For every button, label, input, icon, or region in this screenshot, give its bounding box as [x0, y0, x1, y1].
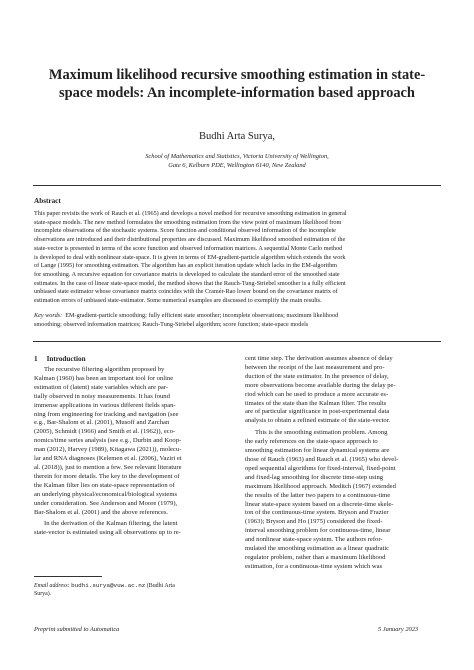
body-line: (1963); Bryson and Ho (1975) considered the fixed- [245, 518, 383, 526]
body-line: and nonlinear state-space system. The authors refor- [245, 536, 383, 544]
body-line: In the derivation of the Kalman filtering, the latent [44, 520, 178, 528]
abstract-line: estimation errors of unbiased state-estimator. Some numerical examples are discussed to exemplify the main results. [34, 297, 322, 305]
body-line: Kalman (1960) has been an important tool for online [34, 374, 174, 382]
footnote-line [34, 582, 175, 590]
footnote-label: Email address: [34, 583, 70, 589]
section-number: 1 [34, 355, 38, 363]
body-line: nomics/time series analysis (see e.g., Durbin and Koop- [34, 437, 182, 445]
paper-title [30, 66, 444, 102]
author-name: Budhi Arta Surya, [198, 131, 276, 142]
abstract-line: This paper revisits the work of Rauch et al. (1965) and develops a novel method for recursive smoothing estimation in general [34, 210, 347, 217]
abstract-line: of Lange (1995) for smoothing estimation. The algorithm has an explicit iteration update which lacks in the EM-algorithm [34, 262, 337, 270]
body-line: smoothing estimation for linear dynamical systems are [245, 447, 390, 455]
body-line: (2005), Schmidt (1966) and Smith et al. (1962)), eco- [34, 428, 176, 436]
left-column [34, 366, 234, 538]
body-line: Bar-Shalom et al. (2001) and the above references. [34, 508, 169, 516]
abstract-top-rule [33, 185, 441, 186]
abstract-line: estimates. In the case of linear state-space model, the method shows that the Rauch-Tung-Striebel smoother is a fully efficient [34, 279, 346, 287]
body-line: the Kalman filter lies on state-space representation of [34, 481, 175, 489]
affiliation-line: Gate 6, Kelburn PDE, Wellington 6140, New Zealand [168, 161, 306, 169]
body-line: mulated the smoothing estimation as a linear quadratic [245, 545, 390, 553]
body-line: al. (2018)), just to mention a few. See relevant literature [34, 463, 182, 471]
abstract-line: state-vector is presented in terms of the score function and observed information matrices. A sequential Monte Carlo method [34, 244, 343, 252]
keywords [34, 312, 441, 329]
abstract-body [34, 210, 441, 306]
body-line: riod which can be used to produce a more accurate es- [245, 390, 389, 398]
body-line: The recursive filtering algorithm proposed by [44, 366, 165, 373]
affiliation-line: School of Mathematics and Statistics, Victoria University of Wellington, [145, 153, 329, 160]
body-line: duction of the state estimator. In the presence of delay, [245, 372, 389, 380]
body-line: cent time step. The derivation assumes absence of delay [245, 355, 393, 362]
body-line: e.g., Bar-Shalom et al. (2001), Musoff and Zarchan [34, 419, 170, 427]
date: 5 January 2023 [378, 626, 419, 633]
title-line: Maximum likelihood recursive smoothing estimation in state- [48, 67, 426, 83]
body-line: therein for more details. The key to the development of [34, 472, 180, 480]
body-line: estimation of (latent) state variables which are par- [34, 383, 169, 391]
footnote [34, 582, 175, 599]
body-line: those of Rauch (1963) and Rauch et al. (1965) who devel- [245, 455, 399, 463]
abstract-line: state-space models. The new method formulates the smoothing estimation from the view point of maximum likelihood from [34, 218, 342, 226]
footnote-rule [34, 576, 102, 577]
abstract-line: is developed to deal with nonlinear state-space. It is given in terms of EM-gradient-particle algorithm which extends the work [34, 253, 346, 261]
body-line: immense applications in various different fields span- [34, 401, 176, 409]
body-line: the results of the latter two papers to a continuous-time [245, 491, 391, 499]
section-title: Introduction [46, 355, 86, 363]
body-line: tially observed in noisy measurements. It has found [34, 392, 170, 400]
body-line: between the receipt of the last measurement and pro- [245, 363, 385, 371]
body-line: regulator problem, rather than a maximum likelihood [245, 553, 386, 561]
keywords-line: smoothing; observed information matrices; Rauch-Tung-Striebel algorithm; score function; state-space models [34, 320, 309, 328]
body-line: state-vector is estimated using all observations up to re- [34, 529, 181, 537]
body-line: estimation, for a continuous-time system which was [245, 562, 383, 570]
keywords-label: Key words: [34, 312, 63, 319]
body-line: ning from engineering for tracking and navigation (see [34, 410, 179, 418]
right-column [245, 355, 442, 572]
body-line: an underlying physical/economical/biological systems [34, 490, 178, 498]
footnote-name: (Budhi Arta [146, 583, 175, 589]
abstract-line: for smoothing. A recursive equation for covariance matrix is developed to calculate the standard error of the smoothed state [34, 270, 340, 278]
body-line: the early references on the state-space approach to [245, 438, 378, 446]
body-line: lar and RNA diagnoses (Kelemen et al. (2006), Vaziri et [34, 455, 182, 463]
body-line: analysis to obtain a refined estimate of the state-vector. [245, 417, 391, 425]
abstract-bottom-rule [33, 341, 441, 342]
abstract-line: incomplete observations of the stochastic systems. Score function and conditional observed information of the incomplete [34, 227, 336, 235]
body-line: oped sequential algorithms for fixed-interval, fixed-point [245, 464, 396, 472]
body-line: and fixed-lag smoothing for discrete time-step using [245, 473, 384, 481]
title-line: space models: An incomplete-information based approach [59, 85, 415, 101]
abstract-line: observations are introduced and their distributional properties are discussed. Maximum likelihood smoothed estimation of the [34, 236, 346, 244]
body-line: are of particular significance in post-experimental data [245, 408, 390, 416]
affiliation [30, 153, 444, 170]
keywords-text: EM-gradient-particle smoothing; fully efficient state smoother; incomplete observations; maximum likelihood [65, 312, 339, 319]
body-line: maximum likelihood approach. Meditch (1967) extended [245, 482, 396, 490]
body-line: timates of the state than the Kalman filter. The results [245, 399, 387, 407]
body-line: more observations become available during the delay pe- [245, 381, 396, 389]
keywords-line [34, 312, 441, 321]
body-line: This is the smoothing estimation problem. Among [255, 429, 388, 437]
body-line: man (2012), Harvey (1989), Kitagawa (2021)), molecu- [34, 446, 182, 454]
section-heading [34, 355, 86, 363]
body-line: under consideration. See Anderson and Moore (1979), [34, 499, 178, 507]
abstract-line: unbiased state estimator whose covariance matrix coincides with the Cramér-Rao lower bound on the covariance matrix of [34, 288, 338, 296]
abstract-heading: Abstract [34, 197, 61, 205]
body-line: ton of the continuous-time system. Bryson and Frazier [245, 509, 389, 517]
preprint-note: Preprint submitted to Automatica [34, 626, 120, 633]
footnote-line: Surya). [34, 591, 52, 598]
email-link[interactable]: budhi.surya@vuw.ac.nz [71, 582, 146, 589]
body-line: linear state-space system based on a discrete-time skele- [245, 500, 394, 508]
body-line: interval smoothing problem for continuous-time, linear [245, 527, 391, 535]
